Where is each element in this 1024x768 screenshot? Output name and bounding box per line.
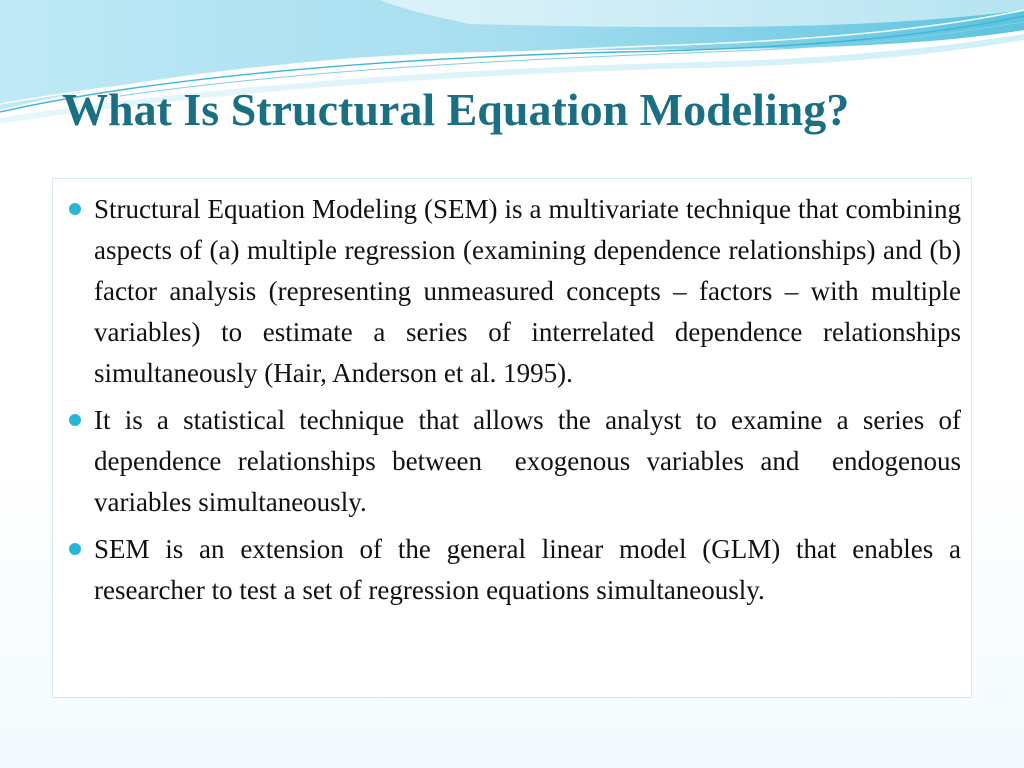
bullet-dot-icon [69,203,81,215]
bullet-item [69,189,968,394]
bullet-text: Structural Equation Modeling (SEM) is a multivariate technique that combining aspects of (a) multiple regression (examining dependence relationships) and (b) factor analysis (representing unmeasured concepts – factors – with multiple variables) to estimate a series of interrelated dependence relationships simultaneously (Hair, Anderson et al. 1995). [94,194,968,388]
bullet-item [69,400,968,523]
bullet-list [69,189,968,611]
bullet-text: SEM is an extension of the general linear model (GLM) that enables a researcher to test a set of regression equations simultaneously. [94,534,968,605]
slide-title: What Is Structural Equation Modeling? [62,84,850,135]
bullet-text: It is a statistical technique that allows the analyst to examine a series of dependence relationships between exogenous variables and endogenous variables simultaneously. [94,405,968,517]
bullet-dot-icon [69,543,81,555]
bullet-dot-icon [69,414,81,426]
bullet-item [69,529,968,611]
content-box [52,178,972,698]
